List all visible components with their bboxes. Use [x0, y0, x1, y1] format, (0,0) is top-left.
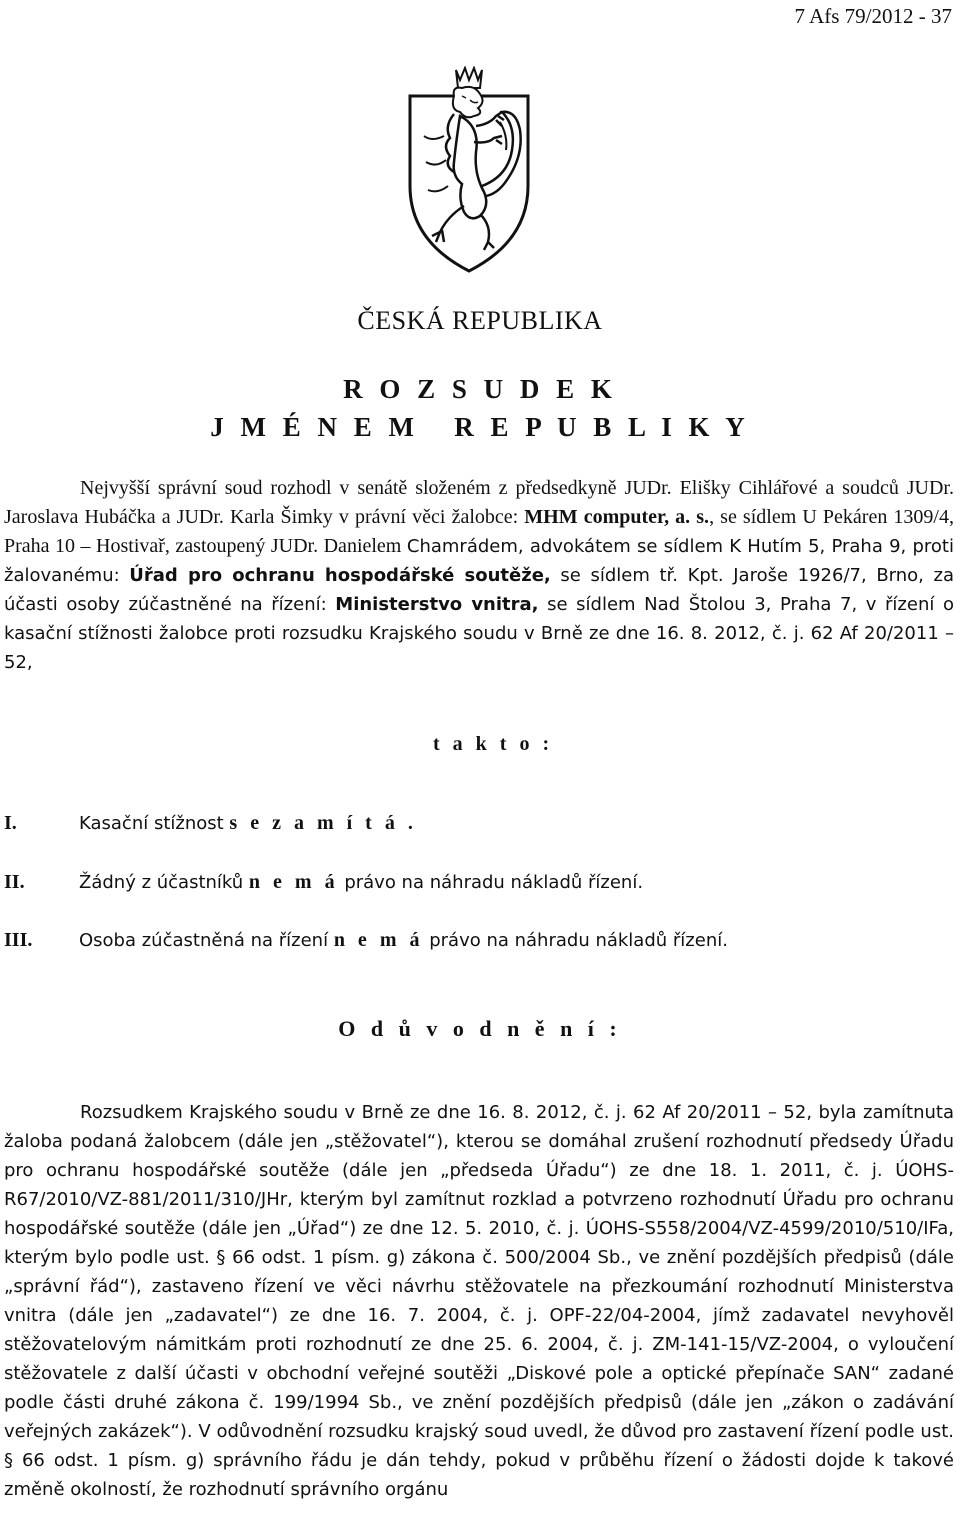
intro-text-3: Chamrádem, advokátem se sídlem K Hutím 5, Praha 9, proti žalovanému: [4, 536, 954, 586]
verdict-line-2: J M É N E M R E P U B L I K Y [210, 412, 750, 442]
participant-name: Ministerstvo vnitra, [335, 594, 539, 615]
decision-verb: n e m á [248, 871, 339, 893]
case-reference: 7 Afs 79/2012 - 37 [794, 4, 952, 28]
reasoning-heading: O d ů v o d n ě n í : [338, 1016, 622, 1041]
decision-number: III. [4, 929, 33, 951]
intro-text-1: Nejvyšší správní soud rozhodl v senátě složeném z předsedkyně JUDr. Elišky Cihlářové a soudců JUDr. Jaroslava Hubáčka a JUDr. Karla Šimky v právní věci žalobce: [4, 477, 954, 528]
intro-text-2: , se sídlem U Pekáren 1309/4, Praha 10 – Hostivař, zastoupený JUDr. Danielem [4, 506, 954, 557]
decision-verb: s e z a m í t á . [229, 812, 417, 834]
decision-text-after: právo na náhradu nákladů řízení. [423, 930, 728, 951]
defendant-name: Úřad pro ochranu hospodářské soutěže, [129, 565, 551, 586]
decision-number: II. [4, 871, 25, 893]
intro-paragraph [4, 474, 954, 677]
decision-text: Osoba zúčastněná na řízení [79, 930, 334, 951]
decision-text: Žádný z účastníků [79, 872, 249, 893]
reasoning-body [4, 1098, 954, 1504]
verdict-line-1: R O Z S U D E K [343, 374, 617, 404]
country-title: ČESKÁ REPUBLIKA [357, 306, 603, 335]
plaintiff-name: MHM computer, a. s. [524, 506, 710, 528]
decision-number: I. [4, 812, 17, 834]
takto-heading: t a k t o : [433, 733, 554, 755]
reasoning-paragraph: Rozsudkem Krajského soudu v Brně ze dne 16. 8. 2012, č. j. 62 Af 20/2011 – 52, byla zamítnuta žaloba podaná žalobcem (dále jen „stěžovatel“), kterou se domáhal zrušení rozhodnutí předsedy Úřadu pro ochranu hospodářské soutěže (dále jen „předseda Úřadu“) ze dne 18. 1. 2011, č. j. ÚOHS-R67/2010/VZ-881/2011/310/JHr, kterým byl zamítnut rozklad a potvrzeno rozhodnutí Úřadu pro ochranu hospodářské soutěže (dále jen „Úřad“) ze dne 12. 5. 2010, č. j. ÚOHS-S558/2004/VZ-4599/2010/510/IFa, kterým bylo podle ust. § 66 odst. 1 písm. g) zákona č. 500/2004 Sb., ve znění pozdějších předpisů (dále „správní řád“), zastaveno řízení ve věci návrhu stěžovatele na přezkoumání rozhodnutí Ministerstva vnitra (dále jen „zadavatel“) ze dne 16. 7. 2004, č. j. OPF-22/04-2004, jímž zadavatel nevyhověl stěžovatelovým námitkám proti rozhodnutí ze dne 25. 6. 2004, č. j. ZM-141-15/VZ-2004, o vyloučení stěžovatele z další účasti v obchodní veřejné soutěži „Diskové pole a optické přepínače SAN“ zadané podle části druhé zákona č. 199/1994 Sb., ve znění pozdějších předpisů (dále jen „zákon o zadávání veřejných zakázek“). V odůvodnění rozsudku krajský soud uvedl, že důvod pro zastavení řízení podle ust. § 66 odst. 1 písm. g) správního řádu je dán tehdy, pokud v průběhu řízení o žádosti dojde k takové změně okolností, že rozhodnutí správního orgánu [4, 1102, 954, 1500]
decision-text: Kasační stížnost [79, 813, 230, 834]
czech-lion-coat-of-arms-icon [404, 66, 534, 274]
verdict-heading [0, 370, 960, 446]
decision-text-after: právo na náhradu nákladů řízení. [338, 872, 644, 893]
decision-verb: n e m á [333, 929, 424, 951]
intro-text-5: se sídlem Nad Štolou 3, Praha 7, v řízení o kasační stížnosti žalobce proti rozsudku Krajského soudu v Brně ze dne 16. 8. 2012, č. j. 62 Af 20/2011 – 52, [4, 594, 954, 673]
intro-text-4: se sídlem tř. Kpt. Jaroše 1926/7, Brno, za účasti osoby zúčastněné na řízení: [4, 565, 954, 615]
